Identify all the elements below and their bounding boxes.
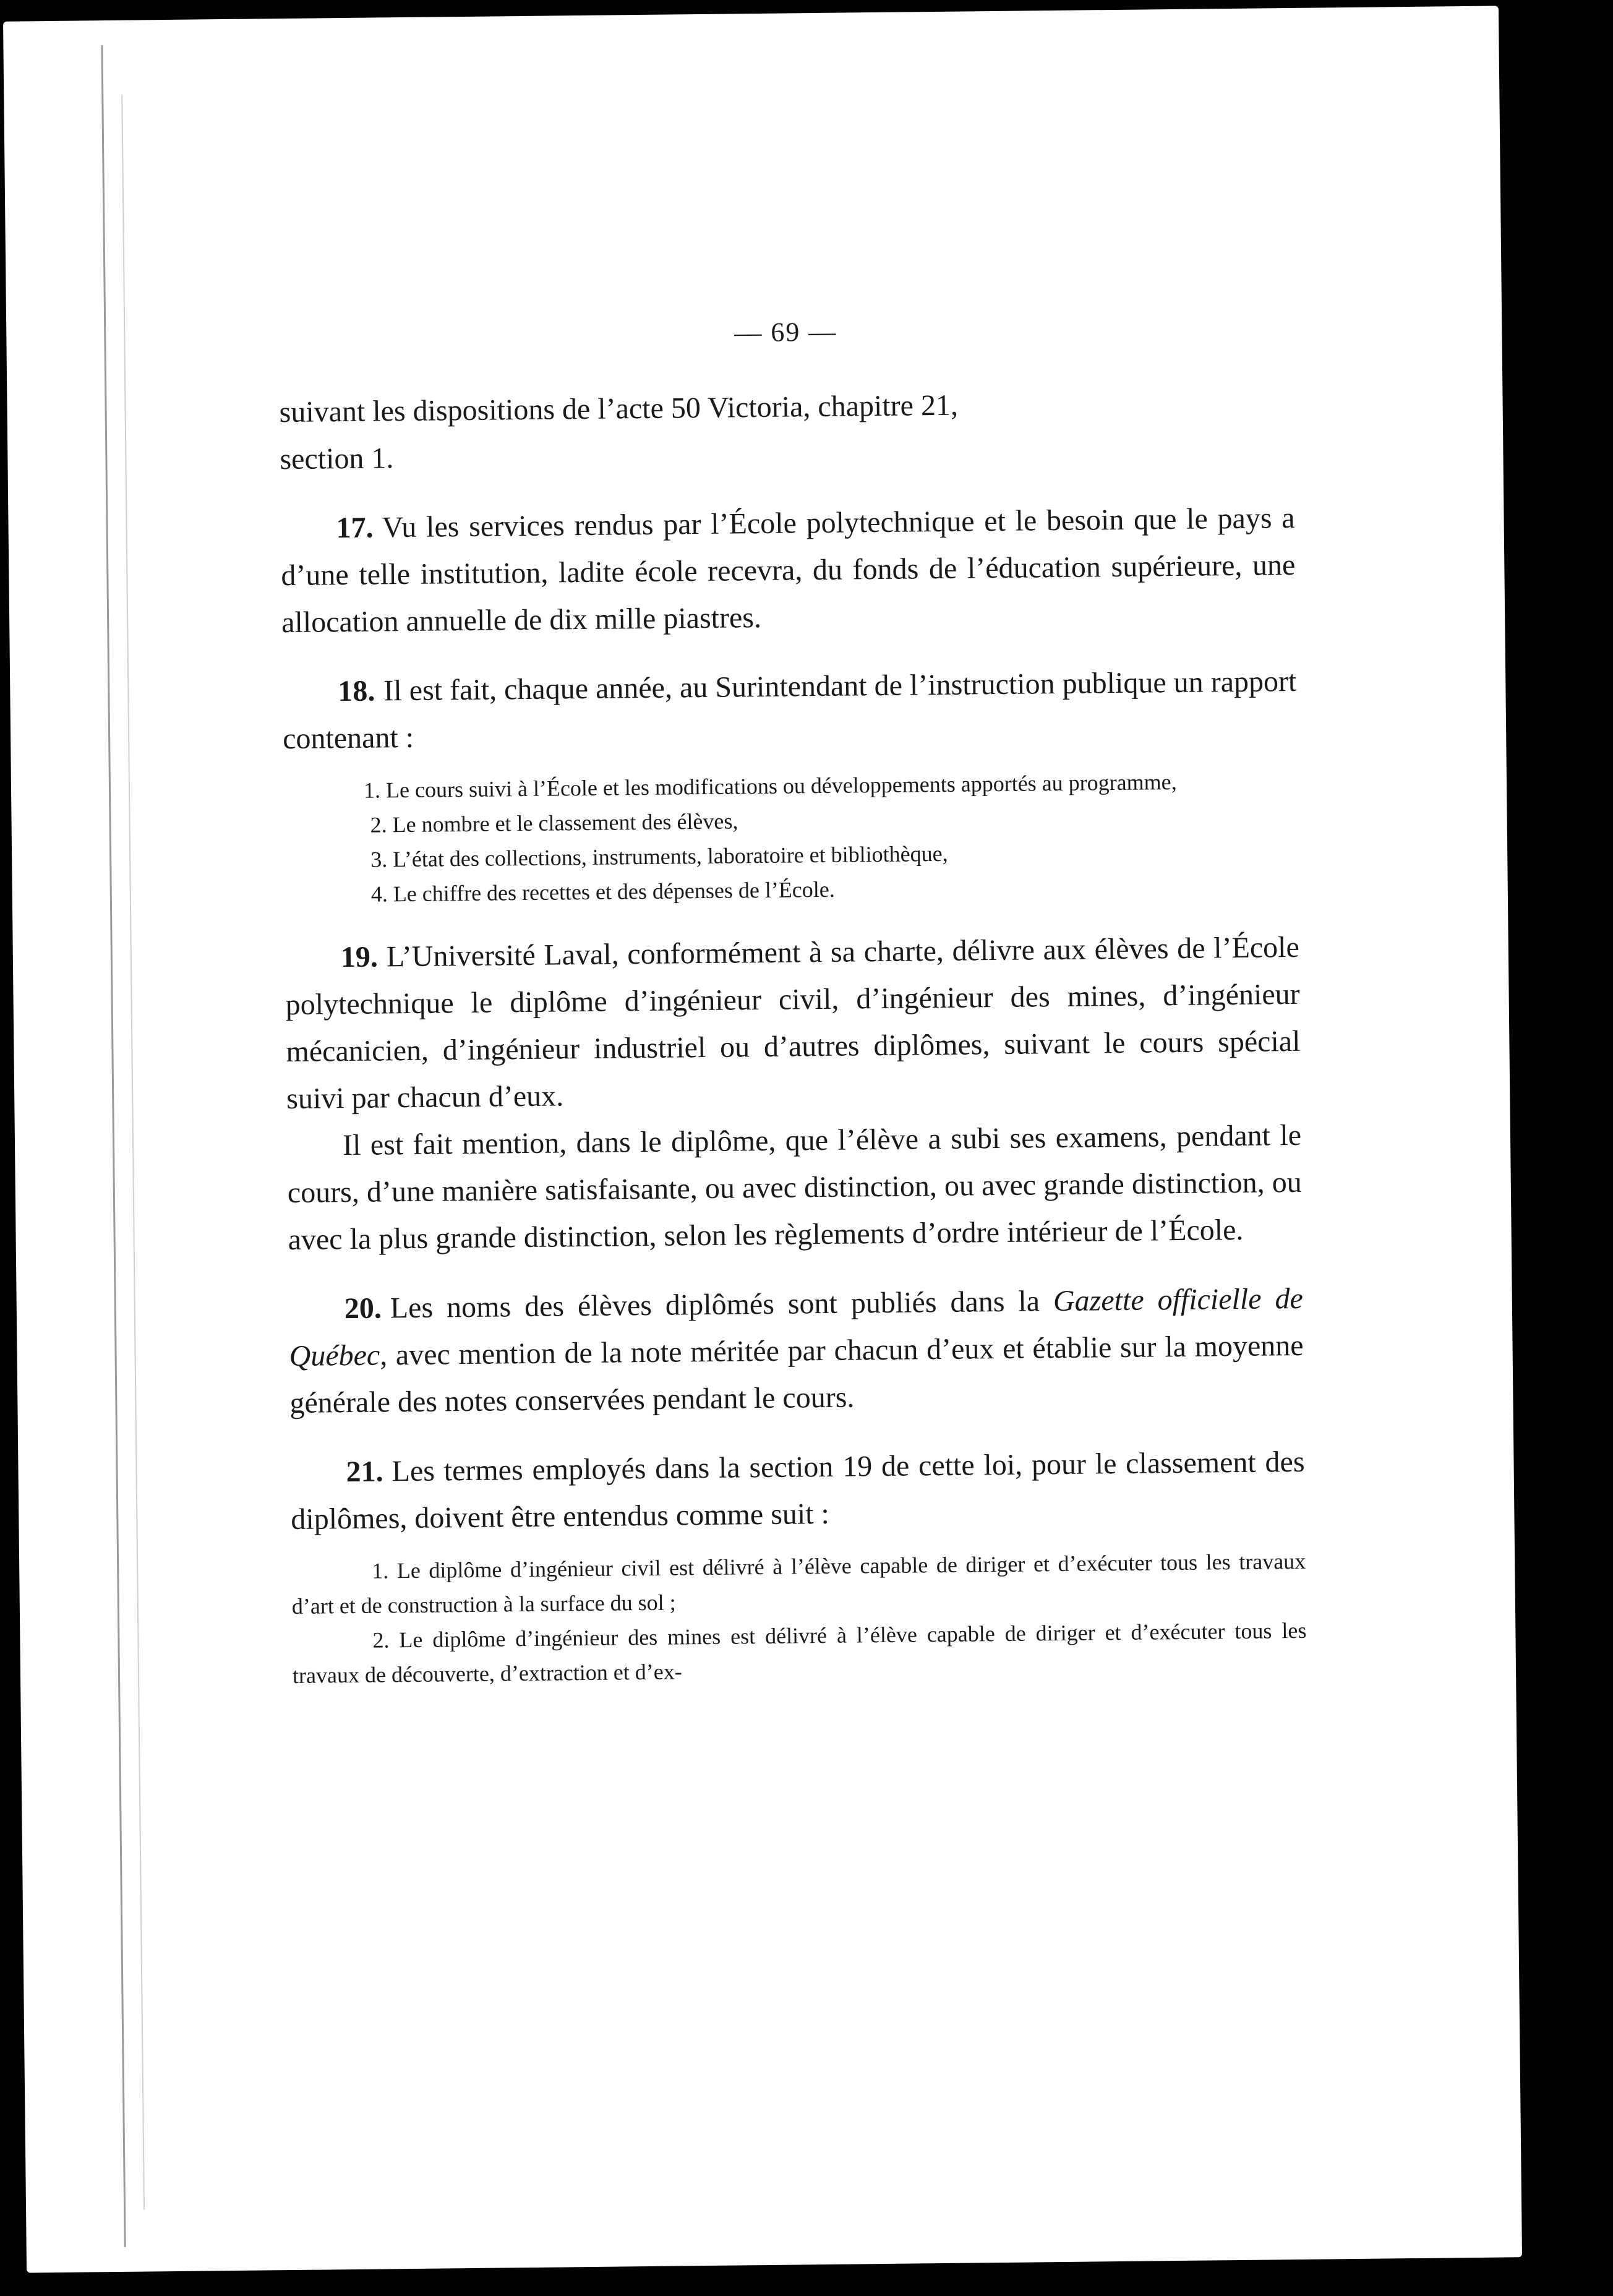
article-19-paragraph-2: Il est fait mention, dans le diplôme, que l’élève a subi ses examens, pendant le cours, d’une manière satisfaisante, ou avec distinction, ou avec grande distinction, ou avec la plus grande distinction, selon les règlements d’ordre intérieur de l’École.	[287, 1118, 1303, 1257]
article-20-number: 20.	[344, 1292, 382, 1326]
article-18-text: Il est fait, chaque année, au Surintendant de l’instruction publique un rapport contenant :	[282, 664, 1297, 756]
article-20	[288, 1275, 1304, 1427]
gazette-title: Gazette officielle de Québec	[289, 1282, 1304, 1373]
article-18-list	[283, 763, 1299, 912]
article-21-list	[291, 1544, 1307, 1693]
binding-edge	[101, 45, 126, 2247]
list-item: 2. Le nombre et le classement des élèves,	[370, 808, 738, 837]
article-18	[282, 658, 1298, 763]
page-content	[278, 311, 1307, 1693]
article-20-text-after: , avec mention de la note méritée par chacun d’eux et établie sur la moyenne générale des notes conservées pendant le cours.	[289, 1329, 1304, 1420]
article-21-number: 21.	[346, 1455, 383, 1489]
article-17-text: Vu les services rendus par l’École polytechnique et le besoin que le pays a d’une telle institution, ladite école recevra, du fonds de l’éducation supérieure, une allocation annuelle de dix mille piastres.	[281, 501, 1296, 640]
binding-shadow	[121, 95, 145, 2210]
article-18-number: 18.	[338, 674, 375, 708]
article-20-text-before: Les noms des élèves diplômés sont publiés dans la	[390, 1285, 1054, 1325]
article-19-text: L’Université Laval, conformément à sa charte, délivre aux élèves de l’École polytechnique le diplôme d’ingénieur civil, d’ingénieur des mines, d’ingénieur mécanicien, d’ingénieur industriel ou d’autres diplômes, suivant le cours spécial suivi par chacun d’eux.	[285, 930, 1301, 1116]
article-19	[285, 924, 1301, 1123]
intro-line-2: section 1.	[280, 442, 394, 476]
list-item: 1. Le diplôme d’ingénieur civil est délivré à l’élève capable de diriger et d’exécuter tous les travaux d’art et de construction à la surface du sol ;	[291, 1548, 1306, 1619]
article-17-number: 17.	[336, 511, 374, 545]
list-item: 2. Le diplôme d’ingénieur des mines est délivré à l’élève capable de diriger et d’exécuter tous les travaux de découverte, d’extraction et d’ex-	[292, 1617, 1307, 1689]
document-page	[3, 6, 1522, 2272]
article-17	[280, 495, 1296, 646]
list-item: 3. L’état des collections, instruments, laboratoire et bibliothèque,	[370, 841, 948, 872]
article-21-text: Les termes employés dans la section 19 de cette loi, pour le classement des diplômes, doivent être entendus comme suit :	[291, 1445, 1305, 1536]
article-21	[290, 1439, 1306, 1543]
intro-line-1: suivant les dispositions de l’acte 50 Victoria, chapitre 21,	[279, 388, 959, 429]
article-19-number: 19.	[340, 940, 379, 974]
page-number: — 69 —	[734, 316, 837, 348]
list-item: 1. Le cours suivi à l’École et les modifications ou développements apportés au programme,	[363, 769, 1177, 803]
list-item: 4. Le chiffre des recettes et des dépenses de l’École.	[370, 876, 835, 907]
